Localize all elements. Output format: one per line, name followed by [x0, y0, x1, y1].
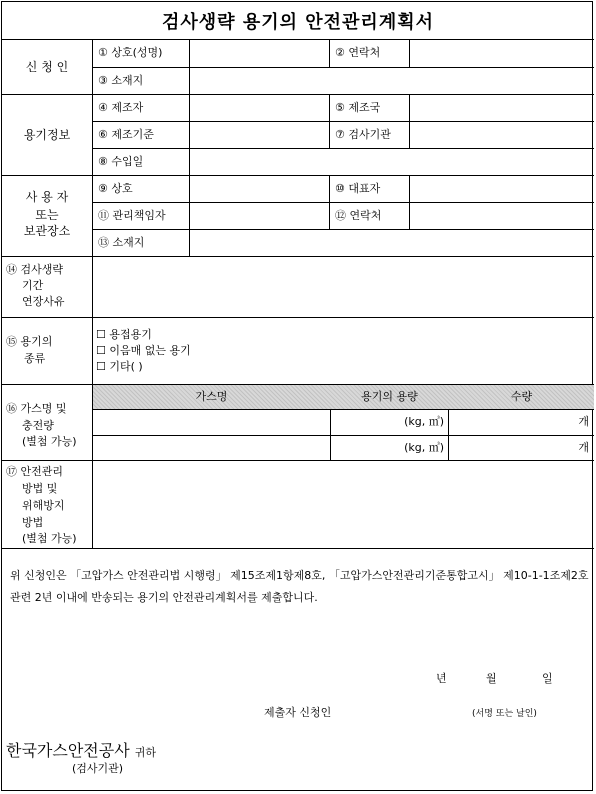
rule	[92, 67, 594, 68]
rule	[92, 435, 594, 436]
signature-note: (서명 또는 날인)	[472, 709, 537, 719]
user-address-label: ⑬ 소재지	[98, 236, 145, 249]
rule	[189, 39, 190, 67]
rule	[189, 67, 190, 94]
submission-statement: 위 신청인은 「고압가스 안전관리법 시행령」 제15조제1항제8호, 「고압가스안전관리기준통합고시」 제10-1-1조제2호 관련 2년 이내에 반송되는 용기의 안전관리계획서를 제출합니다.	[10, 569, 589, 604]
rule	[409, 175, 410, 229]
rule	[189, 94, 190, 148]
safety-method-line4: 방법	[22, 516, 44, 529]
container-type-option-other[interactable]: ☐ 기타( )	[96, 360, 143, 373]
gas-table-header-gas: 가스명	[195, 390, 228, 403]
manager-label: ⑪ 관리책임자	[98, 209, 166, 222]
name-label: ① 상호(성명)	[98, 46, 163, 59]
rule	[2, 317, 594, 318]
rule	[92, 229, 594, 230]
date-year-label: 년	[436, 672, 447, 685]
user-section-line2: 또는	[35, 208, 59, 222]
rule	[2, 94, 594, 95]
gas-row-1-capacity[interactable]: (kg, ㎥)	[404, 415, 444, 428]
user-section-line3: 보관장소	[23, 224, 71, 238]
rule	[2, 460, 594, 461]
manufacturer-label: ④ 제조자	[98, 101, 144, 114]
gas-row-1-qty[interactable]: 개	[578, 415, 589, 428]
gas-row-2-capacity[interactable]: (kg, ㎥)	[404, 441, 444, 454]
rule	[189, 229, 190, 256]
date-month-label: 월	[486, 672, 497, 685]
import-date-label: ⑧ 수입일	[98, 155, 144, 168]
extension-reason-line3: 연장사유	[22, 295, 65, 308]
form-title: 검사생략 용기의 안전관리계획서	[2, 2, 594, 40]
container-type-option-welded[interactable]: ☐ 용접용기	[96, 328, 152, 341]
rule	[92, 409, 594, 410]
container-type-line1: ⑮ 용기의	[6, 335, 53, 348]
contact-label: ② 연락처	[335, 46, 381, 59]
recipient-agency-name: 한국가스안전공사	[6, 741, 130, 760]
rule	[189, 175, 190, 229]
rule	[2, 175, 594, 176]
rule	[2, 256, 594, 257]
rule	[329, 175, 330, 229]
rule	[92, 121, 594, 122]
container-type-line2: 종류	[24, 352, 46, 365]
safety-method-line3: 위해방지	[22, 499, 65, 512]
address-label: ③ 소재지	[98, 74, 144, 87]
inspection-body-label: ⑦ 검사기관	[335, 128, 391, 141]
rule	[409, 39, 410, 67]
user-contact-label: ⑫ 연락처	[335, 209, 382, 222]
gas-charge-line1: ⑯ 가스명 및	[6, 402, 67, 415]
rule	[189, 148, 190, 175]
gas-row-2-qty[interactable]: 개	[578, 441, 589, 454]
standard-label: ⑥ 제조기준	[98, 128, 154, 141]
extension-reason-line2: 기간	[22, 279, 44, 292]
gas-table-header-qty: 수량	[510, 390, 533, 403]
representative-label: ⑩ 대표자	[335, 182, 381, 195]
rule	[92, 39, 93, 548]
recipient-note: (검사기관)	[72, 762, 124, 775]
form-page	[1, 1, 593, 791]
recipient-agency	[6, 738, 156, 761]
gas-charge-line2: 충전량	[22, 419, 54, 432]
container-type-option-seamless[interactable]: ☐ 이음매 없는 용기	[96, 344, 191, 357]
rule	[409, 94, 410, 148]
date-day-label: 일	[542, 672, 553, 685]
safety-method-line5: (별첨 가능)	[22, 532, 77, 545]
submitter-label: 제출자 신청인	[264, 706, 332, 719]
recipient-suffix: 귀하	[134, 746, 157, 759]
rule	[329, 94, 330, 148]
user-section-line1: 사 용 자	[25, 190, 69, 204]
safety-method-line2: 방법 및	[22, 482, 58, 495]
trade-name-label: ⑨ 상호	[98, 182, 133, 195]
rule	[92, 148, 594, 149]
safety-method-line1: ⑰ 안전관리	[6, 465, 64, 478]
container-info-section-label: 용기정보	[23, 128, 71, 142]
country-label: ⑤ 제조국	[335, 101, 381, 114]
applicant-section-label: 신 청 인	[25, 60, 69, 74]
rule	[2, 548, 594, 549]
extension-reason-line1: ⑭ 검사생략	[6, 263, 64, 276]
rule	[329, 39, 330, 67]
gas-table-header-capacity: 용기의 용량	[361, 390, 418, 403]
rule	[92, 202, 594, 203]
gas-charge-line3: (별첨 가능)	[22, 435, 77, 448]
